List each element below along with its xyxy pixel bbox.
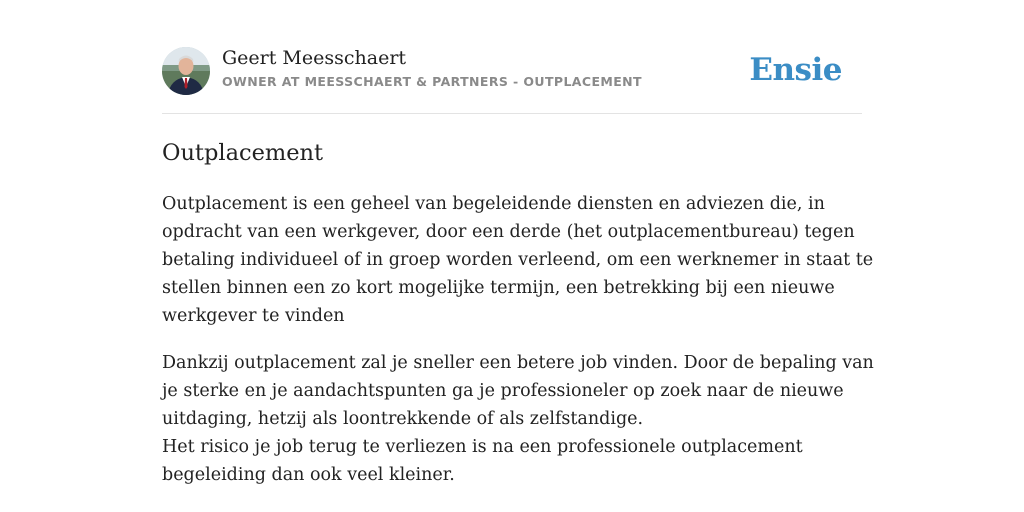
paragraph-1: [162, 190, 874, 330]
brand-logo[interactable]: Ensie: [749, 52, 842, 88]
paragraph-1-line: betaling individueel of in groep worden verleend, om een werknemer in staat te: [162, 250, 874, 270]
page-title: Outplacement: [162, 140, 324, 166]
paragraph-2-line: begeleiding dan ook veel kleiner.: [162, 465, 455, 485]
paragraph-1-line: werkgever te vinden: [162, 306, 345, 326]
article-body: [162, 190, 874, 508]
definition-card: [162, 0, 874, 512]
paragraph-2-line: uitdaging, hetzij als loontrekkende of als zelfstandige.: [162, 409, 644, 429]
paragraph-1-line: opdracht van een werkgever, door een derde (het outplacementbureau) tegen: [162, 222, 855, 242]
paragraph-2-line: Het risico je job terug te verliezen is na een professionele outplacement: [162, 437, 803, 457]
author-title: OWNER AT MEESSCHAERT & PARTNERS - OUTPLACEMENT: [222, 74, 642, 89]
author-header: [162, 46, 862, 96]
paragraph-2: [162, 349, 874, 489]
avatar-photo-icon: [162, 47, 210, 95]
paragraph-2-line: Dankzij outplacement zal je sneller een betere job vinden. Door de bepaling van: [162, 353, 874, 373]
header-divider: [162, 113, 862, 114]
paragraph-2-line: je sterke en je aandachtspunten ga je professioneler op zoek naar de nieuwe: [162, 381, 844, 401]
paragraph-1-line: Outplacement is een geheel van begeleidende diensten en adviezen die, in: [162, 194, 825, 214]
author-name[interactable]: Geert Meesschaert: [222, 47, 407, 69]
author-avatar[interactable]: [162, 47, 210, 95]
paragraph-1-line: stellen binnen een zo kort mogelijke termijn, een betrekking bij een nieuwe: [162, 278, 835, 298]
